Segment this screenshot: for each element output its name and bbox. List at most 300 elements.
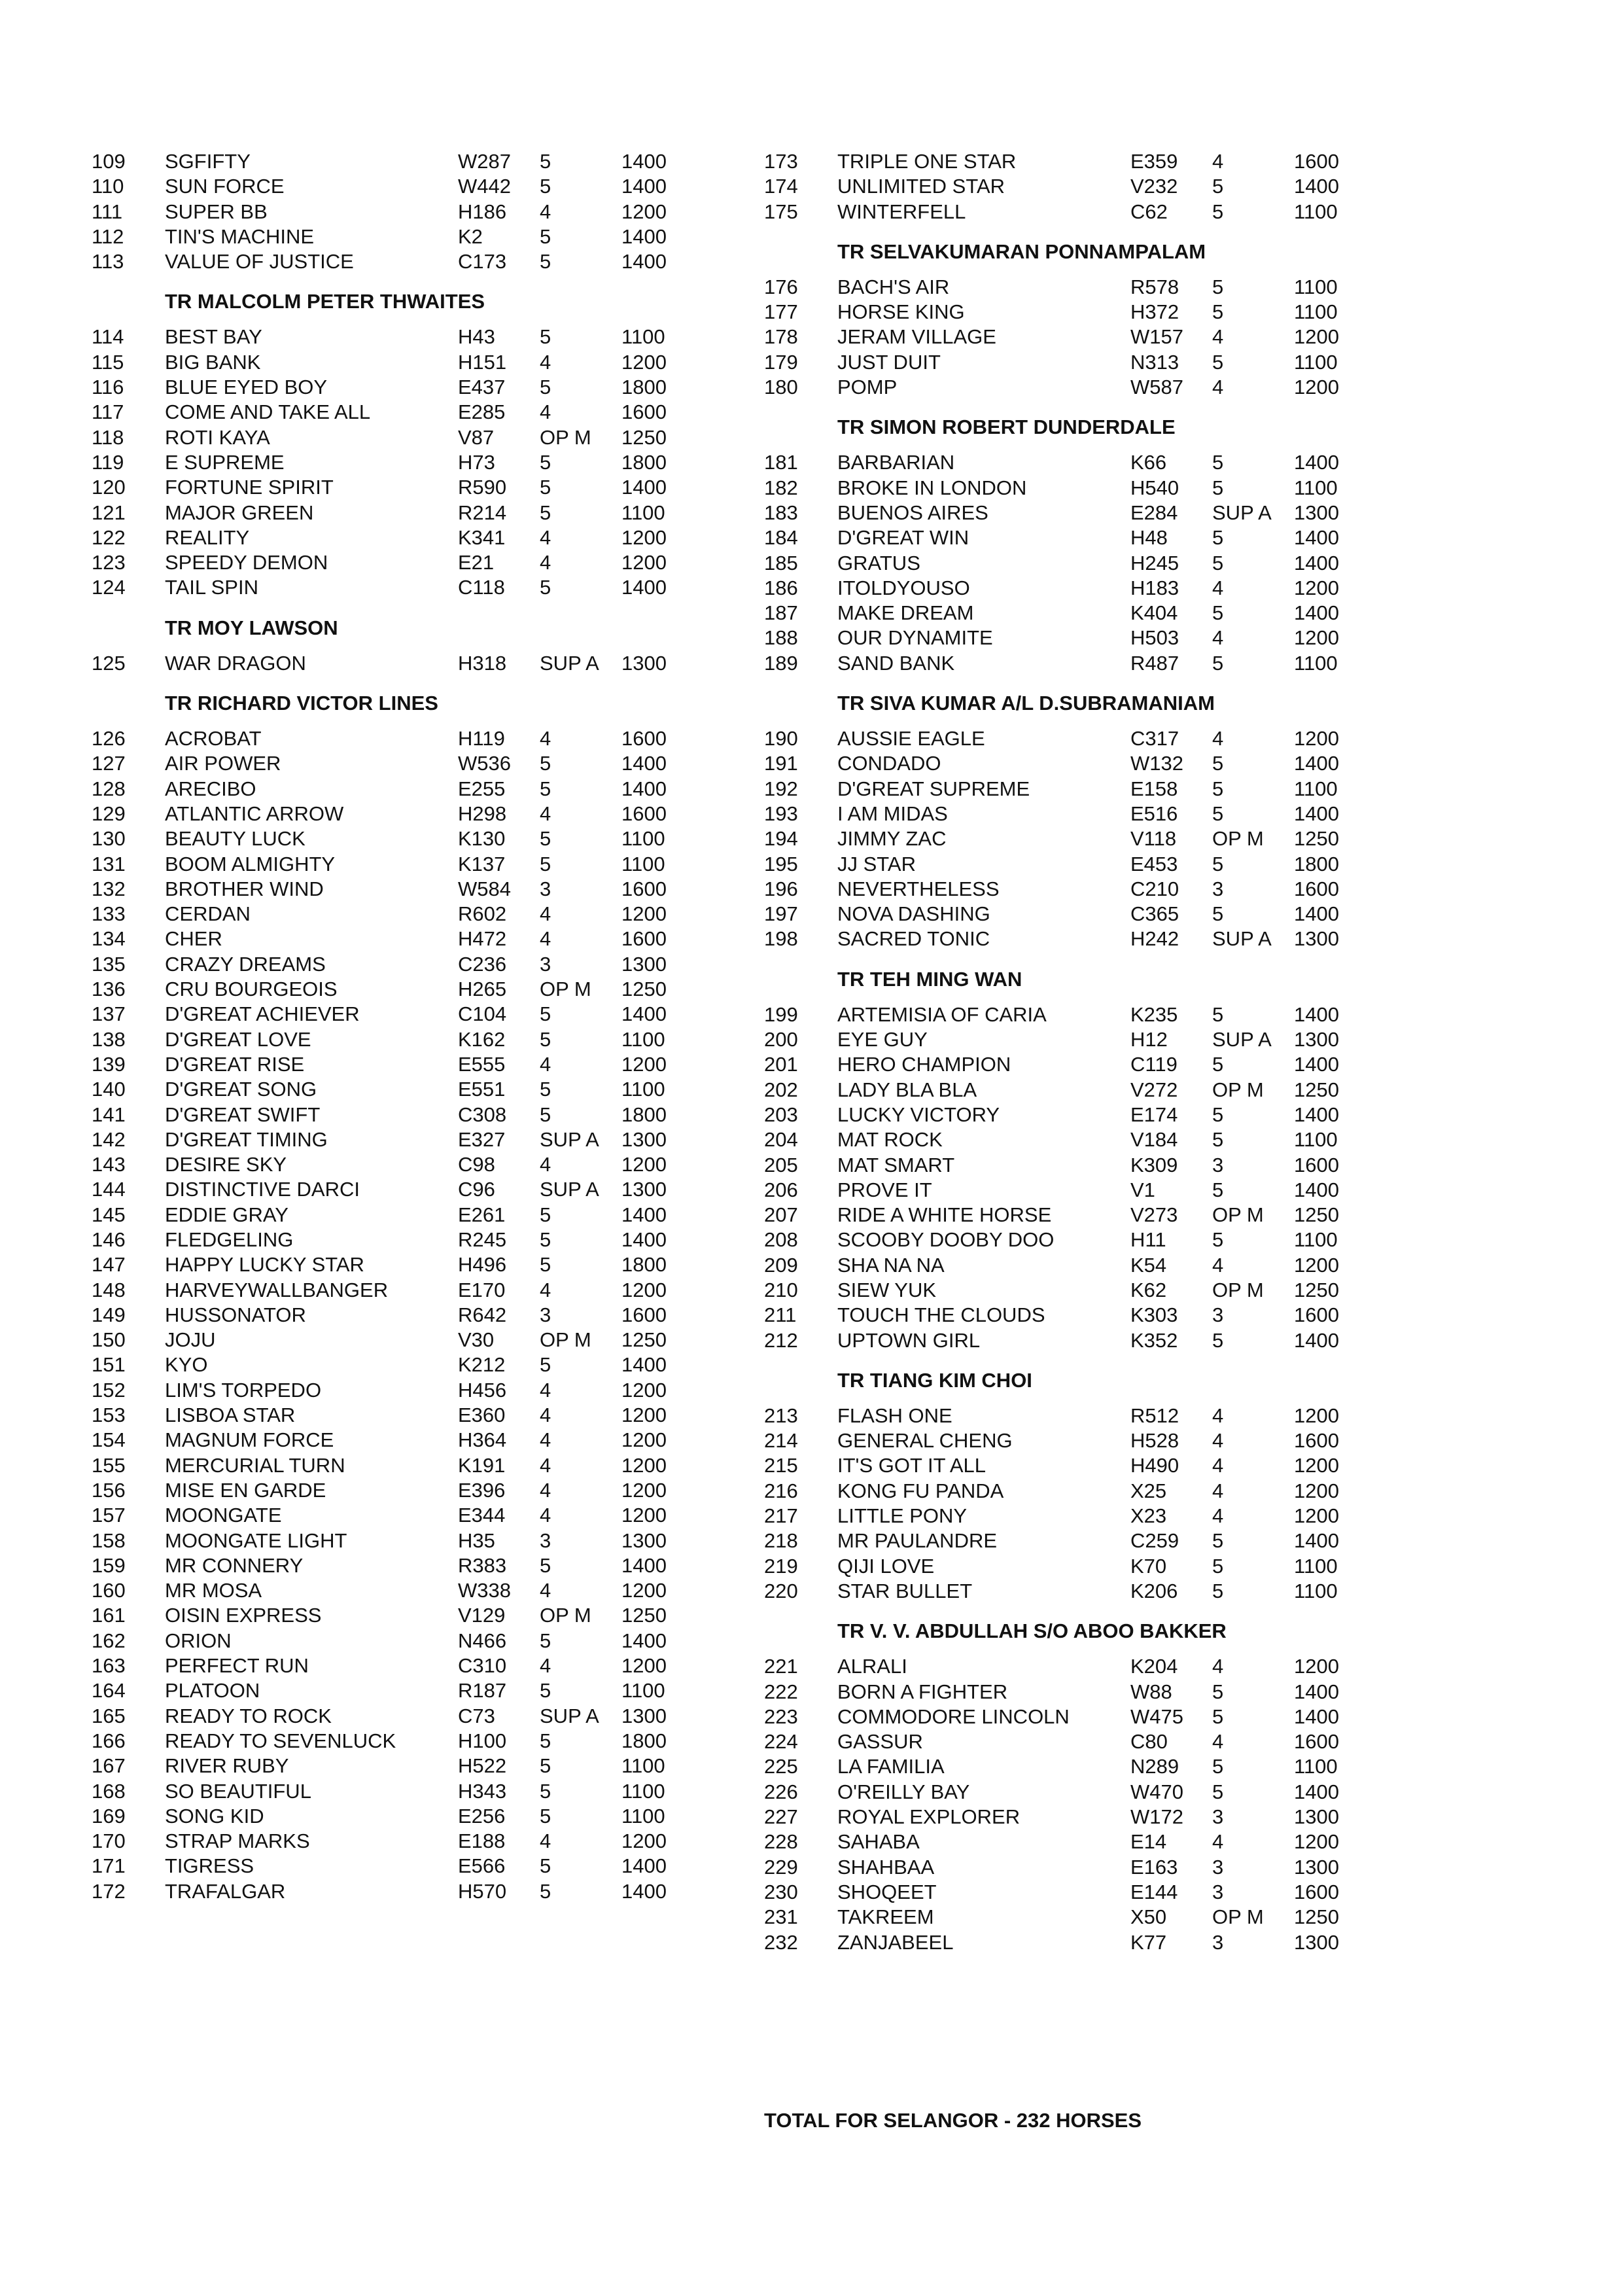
horse-code: V118 <box>1130 827 1177 851</box>
horse-grade: OP M <box>1212 1905 1264 1929</box>
race-distance: 1100 <box>1294 1579 1338 1602</box>
horse-grade: 4 <box>1212 576 1224 599</box>
horse-row <box>92 1629 733 1653</box>
race-distance: 1100 <box>1294 350 1338 374</box>
race-distance: 1250 <box>1294 1278 1339 1301</box>
entry-number: 148 <box>92 1278 126 1301</box>
horse-name: D'GREAT RISE <box>165 1052 305 1076</box>
race-distance: 1400 <box>621 224 667 248</box>
horse-row <box>764 1027 1471 1052</box>
horse-name: MAT ROCK <box>837 1128 943 1152</box>
horse-name: MAGNUM FORCE <box>165 1428 334 1452</box>
entry-number: 198 <box>764 927 798 951</box>
entry-number: 136 <box>92 978 126 1001</box>
horse-grade: 5 <box>540 1078 551 1101</box>
horse-name: MAJOR GREEN <box>165 501 314 524</box>
horse-row <box>92 1754 733 1778</box>
horse-grade: 5 <box>1212 451 1224 474</box>
entry-number: 215 <box>764 1454 798 1477</box>
horse-row <box>764 1579 1471 1604</box>
horse-code: K235 <box>1130 1002 1178 1026</box>
horse-row <box>764 1829 1471 1854</box>
horse-code: R590 <box>458 476 507 499</box>
horse-row <box>92 1528 733 1553</box>
race-distance: 1600 <box>1294 1880 1339 1903</box>
horse-grade: 4 <box>540 1278 551 1301</box>
horse-name: WINTERFELL <box>837 200 966 223</box>
horse-code: H570 <box>458 1879 507 1903</box>
horse-code: C173 <box>458 250 507 274</box>
horse-grade: 5 <box>1212 175 1224 198</box>
horse-name: GASSUR <box>837 1730 923 1754</box>
horse-name: TIGRESS <box>165 1854 254 1878</box>
horse-code: K309 <box>1130 1153 1178 1176</box>
horse-row <box>764 751 1471 776</box>
horse-name: JJ STAR <box>837 852 916 875</box>
horse-row <box>92 550 733 575</box>
horse-code: W584 <box>458 877 511 900</box>
entry-number: 202 <box>764 1078 798 1101</box>
horse-code: H372 <box>1130 300 1179 324</box>
horse-row <box>764 1930 1471 1955</box>
horse-code: E566 <box>458 1854 506 1878</box>
horse-row <box>92 450 733 475</box>
horse-row <box>92 375 733 400</box>
horse-name: CONDADO <box>837 752 941 775</box>
horse-code: H456 <box>458 1378 507 1402</box>
race-distance: 1400 <box>1294 1680 1339 1703</box>
horse-code: K303 <box>1130 1303 1178 1327</box>
race-distance: 1100 <box>621 1679 665 1703</box>
horse-name: OISIN EXPRESS <box>165 1604 322 1627</box>
horse-name: SUPER BB <box>165 200 268 223</box>
horse-code: W475 <box>1130 1704 1183 1728</box>
entry-number: 193 <box>764 802 798 825</box>
horse-grade: 4 <box>540 1153 551 1176</box>
race-distance: 1200 <box>1294 1479 1339 1502</box>
horse-code: W470 <box>1130 1780 1183 1803</box>
horse-name: HAPPY LUCKY STAR <box>165 1253 364 1277</box>
race-distance: 1400 <box>621 1227 667 1251</box>
horse-name: STAR BULLET <box>837 1579 973 1602</box>
horse-name: RIVER RUBY <box>165 1754 289 1778</box>
horse-row <box>764 1805 1471 1829</box>
horse-grade: 5 <box>1212 1780 1224 1803</box>
horse-row <box>92 1553 733 1578</box>
horse-grade: 4 <box>540 1453 551 1477</box>
horse-row <box>92 1352 733 1377</box>
horse-row <box>764 1253 1471 1278</box>
race-distance: 1600 <box>621 727 667 751</box>
horse-grade: 4 <box>1212 1404 1224 1427</box>
horse-row <box>92 1653 733 1678</box>
entry-number: 158 <box>92 1528 126 1552</box>
entry-number: 226 <box>764 1780 798 1803</box>
horse-grade: 4 <box>1212 727 1224 751</box>
horse-name: LIM'S TORPEDO <box>165 1378 322 1402</box>
horse-row <box>92 1103 733 1127</box>
race-distance: 1400 <box>1294 752 1339 775</box>
horse-grade: 3 <box>1212 1880 1224 1903</box>
horse-grade: 5 <box>540 1253 551 1277</box>
race-distance: 1100 <box>621 501 665 524</box>
horse-row <box>764 525 1471 550</box>
entry-number: 116 <box>92 376 124 399</box>
race-distance: 1300 <box>1294 1805 1339 1829</box>
horse-code: X23 <box>1130 1504 1167 1528</box>
horse-grade: 5 <box>540 1779 551 1803</box>
horse-grade: 3 <box>1212 1303 1224 1327</box>
horse-code: E163 <box>1130 1855 1178 1879</box>
horse-name: TAIL SPIN <box>165 576 258 599</box>
horse-grade: 5 <box>1212 1529 1224 1553</box>
horse-row <box>764 1404 1471 1428</box>
horse-name: BIG BANK <box>165 350 261 374</box>
horse-code: C259 <box>1130 1529 1179 1553</box>
horse-row <box>764 200 1471 224</box>
horse-name: READY TO ROCK <box>165 1704 332 1727</box>
horse-code: R187 <box>458 1679 507 1703</box>
race-distance: 1100 <box>1294 1554 1338 1578</box>
horse-grade: 5 <box>540 1679 551 1703</box>
entry-number: 162 <box>92 1629 126 1652</box>
horse-name: ARECIBO <box>165 777 256 800</box>
entry-number: 157 <box>92 1504 126 1527</box>
entry-number: 135 <box>92 952 126 976</box>
horse-grade: 4 <box>540 927 551 951</box>
horse-row <box>764 651 1471 676</box>
horse-row <box>92 651 733 676</box>
horse-code: N313 <box>1130 350 1179 374</box>
entry-number: 137 <box>92 1002 126 1026</box>
horse-grade: 4 <box>540 1654 551 1678</box>
horse-grade: 5 <box>540 175 551 198</box>
horse-name: D'GREAT SUPREME <box>837 777 1030 800</box>
race-distance: 1200 <box>621 1052 667 1076</box>
horse-row <box>764 325 1471 349</box>
horse-code: R487 <box>1130 651 1179 675</box>
horse-name: AUSSIE EAGLE <box>837 727 985 751</box>
entry-number: 213 <box>764 1404 798 1427</box>
horse-grade: 5 <box>1212 902 1224 926</box>
race-distance: 1100 <box>621 1779 665 1803</box>
trainer-name: TR MOY LAWSON <box>165 616 338 639</box>
trainer-name: TR SELVAKUMARAN PONNAMPALAM <box>837 239 1206 263</box>
horse-grade: SUP A <box>1212 1028 1272 1051</box>
horse-row <box>92 1328 733 1352</box>
entry-number: 156 <box>92 1478 126 1502</box>
horse-code: W287 <box>458 150 511 173</box>
horse-row <box>764 726 1471 751</box>
horse-name: SONG KID <box>165 1804 264 1828</box>
horse-grade: 5 <box>540 1353 551 1377</box>
trainer-heading <box>92 610 733 646</box>
horse-code: C308 <box>458 1103 507 1126</box>
horse-code: E555 <box>458 1052 506 1076</box>
entry-number: 182 <box>764 476 798 499</box>
entry-number: 176 <box>764 275 798 298</box>
horse-row <box>92 1152 733 1177</box>
horse-row <box>92 1678 733 1703</box>
horse-grade: 5 <box>1212 752 1224 775</box>
horse-grade: 5 <box>1212 200 1224 223</box>
trainer-heading <box>764 1362 1471 1399</box>
horse-code: H245 <box>1130 551 1179 574</box>
race-distance: 1400 <box>1294 551 1339 574</box>
horse-row <box>92 1603 733 1628</box>
horse-grade: 5 <box>540 1203 551 1226</box>
race-distance: 1600 <box>1294 877 1339 900</box>
horse-name: E SUPREME <box>165 450 285 474</box>
race-distance: 1200 <box>1294 1253 1339 1277</box>
horse-row <box>764 450 1471 475</box>
horse-grade: OP M <box>540 978 591 1001</box>
horse-name: JOJU <box>165 1328 216 1352</box>
race-distance: 1300 <box>621 1127 667 1151</box>
race-distance: 1200 <box>621 200 667 223</box>
horse-code: K62 <box>1130 1278 1167 1301</box>
horse-grade: 4 <box>540 350 551 374</box>
horse-grade: 4 <box>1212 1253 1224 1277</box>
entry-number: 128 <box>92 777 126 800</box>
race-distance: 1100 <box>1294 777 1338 800</box>
horse-name: SHOQEET <box>837 1880 937 1903</box>
horse-code: E396 <box>458 1478 506 1502</box>
horse-code: K404 <box>1130 601 1178 625</box>
trainer-heading <box>92 685 733 722</box>
horse-name: PLATOON <box>165 1679 260 1703</box>
horse-row <box>764 902 1471 927</box>
horse-code: C80 <box>1130 1730 1168 1754</box>
horse-code: W157 <box>1130 325 1183 349</box>
horse-row <box>764 1754 1471 1779</box>
horse-name: STRAP MARKS <box>165 1829 310 1853</box>
entry-number: 230 <box>764 1880 798 1903</box>
entry-number: 126 <box>92 727 126 751</box>
entry-number: 197 <box>764 902 798 926</box>
horse-row <box>764 1780 1471 1805</box>
horse-name: BEST BAY <box>165 325 262 349</box>
horse-grade: 4 <box>1212 626 1224 650</box>
horse-grade: 5 <box>1212 1704 1224 1728</box>
race-distance: 1600 <box>1294 1303 1339 1327</box>
horse-name: SHA NA NA <box>837 1253 945 1277</box>
race-distance: 1250 <box>1294 1078 1339 1101</box>
entry-number: 172 <box>92 1879 126 1903</box>
horse-grade: 4 <box>1212 376 1224 399</box>
horse-grade: 5 <box>540 777 551 800</box>
race-distance: 1600 <box>1294 1730 1339 1754</box>
race-distance: 1300 <box>1294 1930 1339 1954</box>
horse-row <box>764 350 1471 375</box>
horse-grade: OP M <box>540 1604 591 1627</box>
horse-code: C119 <box>1130 1053 1178 1076</box>
horse-row <box>764 877 1471 902</box>
race-distance: 1100 <box>1294 1128 1338 1152</box>
right-column <box>764 149 1471 1955</box>
horse-code: E158 <box>1130 777 1178 800</box>
race-distance: 1400 <box>621 1203 667 1226</box>
horse-row <box>764 1680 1471 1704</box>
horse-row <box>764 1880 1471 1905</box>
horse-name: MOONGATE LIGHT <box>165 1528 347 1552</box>
horse-code: C104 <box>458 1002 507 1026</box>
entry-number: 214 <box>764 1429 798 1453</box>
entry-number: 146 <box>92 1227 126 1251</box>
race-distance: 1400 <box>621 1854 667 1878</box>
horse-code: E284 <box>1130 501 1178 524</box>
horse-code: H48 <box>1130 526 1168 550</box>
horse-name: VALUE OF JUSTICE <box>165 250 354 274</box>
horse-grade: 5 <box>1212 1103 1224 1126</box>
entry-number: 121 <box>92 501 126 524</box>
race-distance: 1400 <box>621 150 667 173</box>
horse-grade: 4 <box>540 1579 551 1602</box>
horse-name: BROKE IN LONDON <box>837 476 1027 499</box>
horse-grade: 5 <box>1212 526 1224 550</box>
horse-name: NEVERTHELESS <box>837 877 1000 900</box>
horse-name: DISTINCTIVE DARCI <box>165 1178 360 1201</box>
horse-code: H472 <box>458 927 507 951</box>
entry-number: 189 <box>764 651 798 675</box>
horse-name: ZANJABEEL <box>837 1930 954 1954</box>
race-distance: 1400 <box>1294 451 1339 474</box>
entry-number: 163 <box>92 1654 126 1678</box>
horse-name: D'GREAT SONG <box>165 1078 317 1101</box>
race-distance: 1200 <box>1294 325 1339 349</box>
horse-grade: 3 <box>1212 877 1224 900</box>
horse-name: SO BEAUTIFUL <box>165 1779 311 1803</box>
race-distance: 1600 <box>1294 150 1339 173</box>
horse-row <box>92 1002 733 1027</box>
horse-grade: 4 <box>540 1428 551 1452</box>
horse-grade: 5 <box>540 1804 551 1828</box>
entry-number: 195 <box>764 852 798 875</box>
horse-grade: 3 <box>540 877 551 900</box>
horse-row <box>92 952 733 977</box>
horse-grade: 5 <box>1212 1579 1224 1602</box>
horse-code: E453 <box>1130 852 1178 875</box>
entry-number: 180 <box>764 376 798 399</box>
horse-grade: 4 <box>540 1478 551 1502</box>
horse-code: K204 <box>1130 1655 1178 1678</box>
horse-grade: 4 <box>1212 1479 1224 1502</box>
race-distance: 1200 <box>621 1654 667 1678</box>
horse-grade: 4 <box>1212 150 1224 173</box>
entry-number: 231 <box>764 1905 798 1929</box>
horse-code: H119 <box>458 727 505 751</box>
entry-number: 225 <box>764 1755 798 1778</box>
horse-code: H183 <box>1130 576 1179 599</box>
horse-row <box>764 601 1471 626</box>
horse-grade: 5 <box>1212 1128 1224 1152</box>
entry-number: 179 <box>764 350 798 374</box>
horse-row <box>764 1103 1471 1127</box>
race-distance: 1400 <box>1294 601 1339 625</box>
race-distance: 1800 <box>621 1253 667 1277</box>
race-distance: 1600 <box>621 400 667 424</box>
horse-code: K137 <box>458 852 506 875</box>
horse-row <box>764 1704 1471 1729</box>
entry-number: 142 <box>92 1127 126 1151</box>
horse-name: TAKREEM <box>837 1905 934 1929</box>
horse-code: R578 <box>1130 275 1179 298</box>
horse-row <box>764 1178 1471 1203</box>
horse-grade: 5 <box>540 1027 551 1051</box>
race-distance: 1200 <box>621 1504 667 1527</box>
entry-number: 228 <box>764 1830 798 1854</box>
horse-grade: 3 <box>540 1528 551 1552</box>
entry-number: 191 <box>764 752 798 775</box>
horse-code: V30 <box>458 1328 495 1352</box>
horse-grade: 4 <box>540 1378 551 1402</box>
horse-row <box>764 174 1471 199</box>
horse-name: ITOLDYOUSO <box>837 576 970 599</box>
horse-grade: 4 <box>540 902 551 926</box>
trainer-heading <box>764 685 1471 722</box>
race-distance: 1800 <box>621 450 667 474</box>
horse-name: BARBARIAN <box>837 451 955 474</box>
total-summary: TOTAL FOR SELANGOR - 232 HORSES <box>764 2109 1142 2132</box>
entry-number: 119 <box>92 450 124 474</box>
horse-row <box>92 1478 733 1503</box>
entry-number: 144 <box>92 1178 126 1201</box>
race-distance: 1200 <box>621 1404 667 1427</box>
race-distance: 1200 <box>1294 576 1339 599</box>
entry-number: 129 <box>92 802 126 825</box>
horse-name: DESIRE SKY <box>165 1153 287 1176</box>
entry-number: 159 <box>92 1553 126 1577</box>
horse-grade: 5 <box>540 376 551 399</box>
horse-name: PERFECT RUN <box>165 1654 309 1678</box>
horse-row <box>764 1153 1471 1178</box>
entry-number: 130 <box>92 827 126 851</box>
horse-code: H242 <box>1130 927 1179 951</box>
horse-code: E359 <box>1130 150 1178 173</box>
entry-number: 218 <box>764 1529 798 1553</box>
race-distance: 1100 <box>621 1754 665 1778</box>
horse-row <box>92 174 733 199</box>
horse-name: SGFIFTY <box>165 150 251 173</box>
horse-name: TOUCH THE CLOUDS <box>837 1303 1045 1327</box>
horse-code: V273 <box>1130 1203 1178 1227</box>
horse-code: C210 <box>1130 877 1179 900</box>
horse-row <box>92 1177 733 1202</box>
entry-number: 143 <box>92 1153 126 1176</box>
horse-row <box>92 802 733 826</box>
horse-name: QIJI LOVE <box>837 1554 935 1578</box>
horse-row <box>92 200 733 224</box>
race-distance: 1250 <box>621 425 667 449</box>
horse-name: GRATUS <box>837 551 920 574</box>
entry-number: 192 <box>764 777 798 800</box>
race-distance: 1400 <box>1294 1780 1339 1803</box>
horse-grade: 5 <box>540 476 551 499</box>
horse-code: K212 <box>458 1353 506 1377</box>
horse-code: C96 <box>458 1178 495 1201</box>
horse-name: LUCKY VICTORY <box>837 1103 1000 1126</box>
race-distance: 1300 <box>621 651 667 675</box>
entry-number: 190 <box>764 727 798 751</box>
horse-grade: 4 <box>1212 1454 1224 1477</box>
race-distance: 1200 <box>621 902 667 926</box>
horse-grade: 3 <box>540 1303 551 1326</box>
horse-grade: 5 <box>540 1227 551 1251</box>
entry-number: 187 <box>764 601 798 625</box>
horse-row <box>764 1203 1471 1227</box>
horse-name: FORTUNE SPIRIT <box>165 476 334 499</box>
race-distance: 1100 <box>1294 651 1338 675</box>
